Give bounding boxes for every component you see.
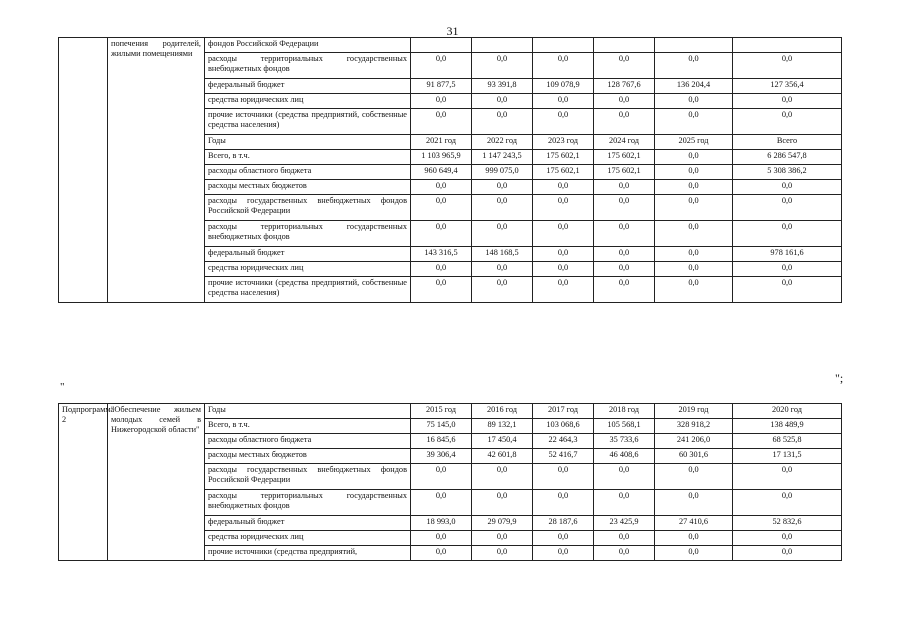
value-cell (472, 38, 533, 53)
value-cell: 0,0 (472, 464, 533, 490)
value-cell: 0,0 (655, 150, 733, 165)
funding-source-label: Годы (205, 135, 411, 150)
value-cell: 0,0 (533, 490, 594, 516)
value-cell: 0,0 (594, 464, 655, 490)
value-cell: 2024 год (594, 135, 655, 150)
value-cell: 0,0 (655, 165, 733, 180)
value-cell: 175 602,1 (594, 150, 655, 165)
value-cell: 46 408,6 (594, 449, 655, 464)
funding-source-label: Всего, в т.ч. (205, 419, 411, 434)
value-cell: 0,0 (733, 94, 842, 109)
value-cell: 2021 год (411, 135, 472, 150)
closing-quote: "; (835, 371, 844, 385)
program-name-cell: Подпрограмма 2 (59, 404, 108, 561)
value-cell: 0,0 (472, 221, 533, 247)
value-cell: 0,0 (533, 464, 594, 490)
funding-table-continued (58, 37, 842, 303)
value-cell: 2015 год (411, 404, 472, 419)
funding-source-label: федеральный бюджет (205, 79, 411, 94)
value-cell: 0,0 (655, 490, 733, 516)
funding-source-label: расходы государственных внебюджетных фондов Российской Федерации (205, 195, 411, 221)
value-cell: 0,0 (533, 531, 594, 546)
value-cell: 0,0 (472, 531, 533, 546)
value-cell (533, 38, 594, 53)
value-cell: 2016 год (472, 404, 533, 419)
value-cell: 0,0 (733, 531, 842, 546)
funding-source-label: средства юридических лиц (205, 531, 411, 546)
value-cell: 103 068,6 (533, 419, 594, 434)
value-cell: 999 075,0 (472, 165, 533, 180)
value-cell: 0,0 (411, 221, 472, 247)
value-cell (733, 38, 842, 53)
value-cell: 105 568,1 (594, 419, 655, 434)
value-cell: 0,0 (411, 464, 472, 490)
funding-source-label: расходы местных бюджетов (205, 180, 411, 195)
funding-source-label: расходы областного бюджета (205, 165, 411, 180)
value-cell: 2022 год (472, 135, 533, 150)
value-cell: 241 206,0 (655, 434, 733, 449)
value-cell: 1 103 965,9 (411, 150, 472, 165)
value-cell: 0,0 (733, 221, 842, 247)
funding-source-label: средства юридических лиц (205, 262, 411, 277)
value-cell: 0,0 (411, 180, 472, 195)
value-cell: 978 161,6 (733, 247, 842, 262)
value-cell: 0,0 (411, 53, 472, 79)
value-cell: 0,0 (594, 94, 655, 109)
opening-quote: " (60, 381, 65, 393)
value-cell: 0,0 (472, 490, 533, 516)
value-cell: 68 525,8 (733, 434, 842, 449)
value-cell: 0,0 (533, 277, 594, 303)
program-name-cell (59, 38, 108, 303)
value-cell: 0,0 (472, 53, 533, 79)
value-cell (655, 38, 733, 53)
value-cell: 1 147 243,5 (472, 150, 533, 165)
value-cell: 0,0 (533, 221, 594, 247)
value-cell: 0,0 (472, 277, 533, 303)
value-cell: 143 316,5 (411, 247, 472, 262)
value-cell: 0,0 (655, 546, 733, 561)
value-cell: 128 767,6 (594, 79, 655, 94)
value-cell: 0,0 (411, 195, 472, 221)
value-cell: 0,0 (733, 53, 842, 79)
value-cell: 0,0 (594, 247, 655, 262)
funding-source-label: расходы территориальных государственных внебюджетных фондов (205, 221, 411, 247)
funding-source-label: расходы территориальных государственных внебюджетных фондов (205, 53, 411, 79)
subprogram-2-table (58, 403, 842, 561)
value-cell: 0,0 (411, 109, 472, 135)
value-cell: 175 602,1 (594, 165, 655, 180)
value-cell: 148 168,5 (472, 247, 533, 262)
value-cell (411, 38, 472, 53)
funding-source-label: федеральный бюджет (205, 516, 411, 531)
value-cell: 0,0 (655, 262, 733, 277)
value-cell: 0,0 (411, 94, 472, 109)
value-cell: 91 877,5 (411, 79, 472, 94)
value-cell: 52 416,7 (533, 449, 594, 464)
value-cell: 127 356,4 (733, 79, 842, 94)
value-cell: 136 204,4 (655, 79, 733, 94)
value-cell: 18 993,0 (411, 516, 472, 531)
funding-source-label: прочие источники (средства предприятий, собственные средства населения) (205, 109, 411, 135)
funding-source-label: фондов Российской Федерации (205, 38, 411, 53)
funding-source-label: расходы областного бюджета (205, 434, 411, 449)
value-cell: 39 306,4 (411, 449, 472, 464)
value-cell: 35 733,6 (594, 434, 655, 449)
value-cell: 0,0 (594, 195, 655, 221)
value-cell: 0,0 (594, 277, 655, 303)
value-cell: 0,0 (655, 221, 733, 247)
value-cell: 2020 год (733, 404, 842, 419)
value-cell: 0,0 (655, 531, 733, 546)
value-cell: 0,0 (472, 109, 533, 135)
value-cell: 0,0 (655, 195, 733, 221)
value-cell: 0,0 (533, 94, 594, 109)
page-number: 31 (446, 24, 459, 38)
value-cell: 0,0 (594, 262, 655, 277)
value-cell: 0,0 (472, 262, 533, 277)
value-cell: 0,0 (411, 531, 472, 546)
value-cell: 0,0 (733, 546, 842, 561)
value-cell: 28 187,6 (533, 516, 594, 531)
value-cell: 6 286 547,8 (733, 150, 842, 165)
value-cell: 75 145,0 (411, 419, 472, 434)
table-row (59, 404, 842, 419)
funding-source-label: прочие источники (средства предприятий, собственные средства населения) (205, 277, 411, 303)
value-cell: 0,0 (733, 180, 842, 195)
value-cell: 27 410,6 (655, 516, 733, 531)
value-cell: 0,0 (655, 247, 733, 262)
value-cell: 0,0 (533, 180, 594, 195)
value-cell: 0,0 (594, 53, 655, 79)
value-cell: 5 308 386,2 (733, 165, 842, 180)
funding-source-label: прочие источники (средства предприятий, (205, 546, 411, 561)
value-cell: 0,0 (594, 490, 655, 516)
funding-source-label: расходы местных бюджетов (205, 449, 411, 464)
value-cell: 17 131,5 (733, 449, 842, 464)
value-cell: 109 078,9 (533, 79, 594, 94)
value-cell: 0,0 (411, 546, 472, 561)
table-row (59, 38, 842, 53)
value-cell: 0,0 (594, 531, 655, 546)
value-cell: 175 602,1 (533, 165, 594, 180)
value-cell: 0,0 (411, 490, 472, 516)
value-cell (594, 38, 655, 53)
value-cell: 29 079,9 (472, 516, 533, 531)
funding-source-label: расходы территориальных государственных внебюджетных фондов (205, 490, 411, 516)
value-cell: 0,0 (733, 490, 842, 516)
value-cell: 22 464,3 (533, 434, 594, 449)
value-cell: 0,0 (733, 195, 842, 221)
funding-source-label: средства юридических лиц (205, 94, 411, 109)
value-cell: 0,0 (472, 94, 533, 109)
value-cell: 0,0 (472, 180, 533, 195)
value-cell: 0,0 (733, 109, 842, 135)
value-cell: Всего (733, 135, 842, 150)
value-cell: 17 450,4 (472, 434, 533, 449)
value-cell: 0,0 (533, 247, 594, 262)
value-cell: 0,0 (594, 109, 655, 135)
value-cell: 0,0 (533, 546, 594, 561)
value-cell: 23 425,9 (594, 516, 655, 531)
value-cell: 2018 год (594, 404, 655, 419)
value-cell: 0,0 (533, 262, 594, 277)
value-cell: 960 649,4 (411, 165, 472, 180)
value-cell: 0,0 (655, 277, 733, 303)
value-cell: 0,0 (733, 262, 842, 277)
value-cell: 2025 год (655, 135, 733, 150)
funding-source-label: федеральный бюджет (205, 247, 411, 262)
value-cell: 0,0 (594, 221, 655, 247)
funding-source-label: расходы государственных внебюджетных фондов Российской Федерации (205, 464, 411, 490)
value-cell: 42 601,8 (472, 449, 533, 464)
value-cell: 138 489,9 (733, 419, 842, 434)
value-cell: 0,0 (655, 464, 733, 490)
value-cell: 0,0 (655, 180, 733, 195)
value-cell: 328 918,2 (655, 419, 733, 434)
value-cell: 0,0 (472, 195, 533, 221)
value-cell: 16 845,6 (411, 434, 472, 449)
funding-source-label: Всего, в т.ч. (205, 150, 411, 165)
value-cell: 89 132,1 (472, 419, 533, 434)
program-description-cell: "Обеспечение жильем молодых семей в Нижегородской области" (108, 404, 205, 561)
value-cell: 0,0 (655, 53, 733, 79)
value-cell: 0,0 (533, 109, 594, 135)
value-cell: 0,0 (594, 180, 655, 195)
program-description-cell: попечения родителей, жилыми помещениями (108, 38, 205, 303)
value-cell: 0,0 (594, 546, 655, 561)
value-cell: 60 301,6 (655, 449, 733, 464)
value-cell: 0,0 (533, 195, 594, 221)
value-cell: 0,0 (533, 53, 594, 79)
value-cell: 0,0 (411, 262, 472, 277)
funding-source-label: Годы (205, 404, 411, 419)
value-cell: 0,0 (733, 464, 842, 490)
value-cell: 2019 год (655, 404, 733, 419)
value-cell: 2023 год (533, 135, 594, 150)
value-cell: 93 391,8 (472, 79, 533, 94)
value-cell: 175 602,1 (533, 150, 594, 165)
value-cell: 0,0 (655, 94, 733, 109)
value-cell: 52 832,6 (733, 516, 842, 531)
value-cell: 0,0 (733, 277, 842, 303)
value-cell: 0,0 (472, 546, 533, 561)
value-cell: 2017 год (533, 404, 594, 419)
value-cell: 0,0 (411, 277, 472, 303)
value-cell: 0,0 (655, 109, 733, 135)
